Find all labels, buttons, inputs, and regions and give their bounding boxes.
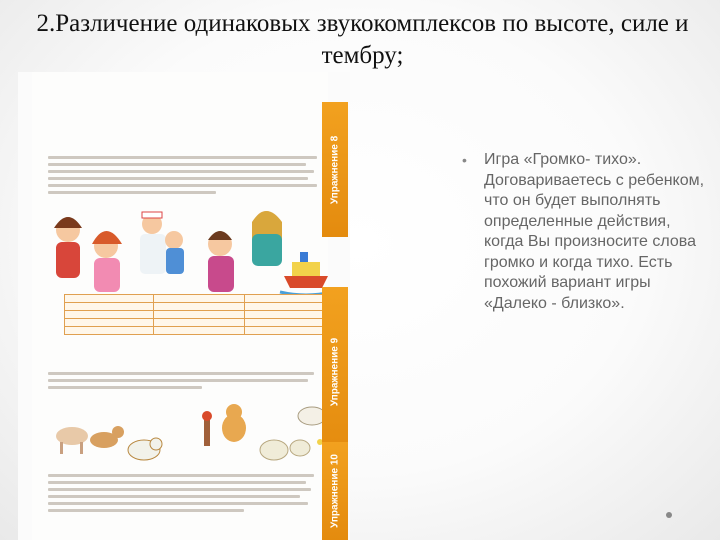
game-description: Игра «Громко- тихо». Договариваетесь с ребенком, что он будет выполнять определенные действия, когда Вы произносите слова громко и когда тихо. Есть похожий вариант игры «Далеко - близко». [484, 151, 705, 312]
exercise-9-text [48, 368, 328, 393]
slide-title: 2.Различение одинаковых звукокомплексов по высоте, силе и тембру; [36, 10, 689, 69]
exercise-8-text [48, 152, 328, 198]
illustrations-row-1 [44, 210, 336, 296]
decorative-dot [666, 512, 672, 518]
exercise-10-text [48, 470, 328, 516]
syllable-table [64, 294, 334, 335]
exercise-9-tab: Упражнение 9 [322, 287, 348, 457]
book-page [32, 72, 328, 540]
bullet-marker: • [462, 152, 467, 168]
exercise-8-tab: Упражнение 8 [322, 102, 348, 237]
illustrations-animals [44, 398, 336, 468]
exercise-10-tab: Упражнение 10 [322, 442, 348, 540]
book-page-image [18, 72, 350, 540]
